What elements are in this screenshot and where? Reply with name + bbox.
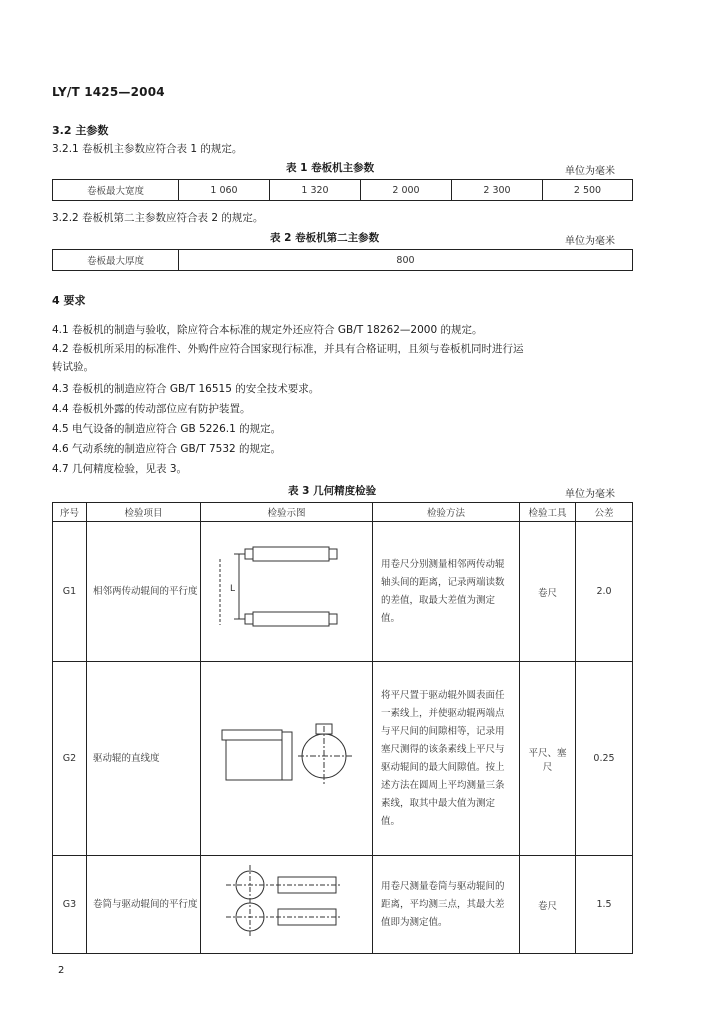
inspection-item: 相邻两传动辊间的平行度 <box>87 522 201 662</box>
table3-caption: 表 3 几何精度检验 <box>288 485 377 497</box>
inspection-method: 用卷尺分别测量相邻两传动辊轴头间的距离，记录两端读数的差值，取最大差值为测定值。 <box>373 522 520 662</box>
table-row <box>53 522 633 662</box>
table3 <box>52 502 633 954</box>
inspection-method: 用卷尺测量卷筒与驱动辊间的距离，平均测三点，其最大差值即为测定值。 <box>373 856 520 954</box>
requirement-4-5: 4.5 电气设备的制造应符合 GB 5226.1 的规定。 <box>52 423 282 435</box>
table2-row-label: 卷板最大厚度 <box>53 250 179 271</box>
table1-unit: 单位为毫米 <box>565 166 615 177</box>
table2 <box>52 249 633 271</box>
table-row <box>53 662 633 856</box>
straightness-diagram <box>212 712 362 802</box>
table1-cell: 2 000 <box>361 180 452 201</box>
table1 <box>52 179 633 201</box>
table1-cell: 2 500 <box>543 180 633 201</box>
row-id: G2 <box>53 662 87 856</box>
paragraph-3-2-1: 3.2.1 卷板机主参数应符合表 1 的规定。 <box>52 143 243 155</box>
table1-cell: 2 300 <box>452 180 543 201</box>
table3-header: 检验方法 <box>373 503 520 522</box>
requirement-4-2-cont: 转试验。 <box>52 361 94 373</box>
inspection-method: 将平尺置于驱动辊外圆表面任一素线上，并使驱动辊两端点与平尺间的间隙相等，记录用塞尺测得的该条素线上平尺与驱动辊间的最大间隙值。按上述方法在圆周上平均测量三条素线，取其中最大值为测定值。 <box>373 662 520 856</box>
table3-header: 公差 <box>576 503 633 522</box>
requirement-4-1: 4.1 卷板机的制造与验收，除应符合本标准的规定外还应符合 GB/T 18262—2000 的规定。 <box>52 324 483 336</box>
table3-unit: 单位为毫米 <box>565 489 615 500</box>
requirement-4-3: 4.3 卷板机的制造应符合 GB/T 16515 的安全技术要求。 <box>52 383 320 395</box>
section-3-2-title: 3.2 主参数 <box>52 124 109 137</box>
requirement-4-4: 4.4 卷板机外露的传动部位应有防护装置。 <box>52 403 251 415</box>
table3-header-row <box>53 503 633 522</box>
paragraph-3-2-2: 3.2.2 卷板机第二主参数应符合表 2 的规定。 <box>52 212 264 224</box>
table3-header: 检验项目 <box>87 503 201 522</box>
row-id: G1 <box>53 522 87 662</box>
requirement-4-7: 4.7 几何精度检验，见表 3。 <box>52 463 188 475</box>
inspection-item: 驱动辊的直线度 <box>87 662 201 856</box>
table2-unit: 单位为毫米 <box>565 236 615 247</box>
dimension-label: L <box>229 584 235 594</box>
table-row <box>53 856 633 954</box>
inspection-item: 卷筒与驱动辊间的平行度 <box>87 856 201 954</box>
inspection-tool: 平尺、塞尺 <box>520 662 576 856</box>
row-id: G3 <box>53 856 87 954</box>
requirement-4-6: 4.6 气动系统的制造应符合 GB/T 7532 的规定。 <box>52 443 282 455</box>
table2-caption: 表 2 卷板机第二主参数 <box>270 232 380 244</box>
section-4-title: 4 要求 <box>52 294 86 307</box>
inspection-diagram <box>201 522 373 662</box>
tolerance-value: 2.0 <box>576 522 633 662</box>
tolerance-value: 1.5 <box>576 856 633 954</box>
document-number: LY/T 1425—2004 <box>52 85 165 99</box>
inspection-tool: 卷尺 <box>520 856 576 954</box>
table2-cell: 800 <box>179 250 633 271</box>
table3-header: 序号 <box>53 503 87 522</box>
inspection-diagram <box>201 662 373 856</box>
table1-caption: 表 1 卷板机主参数 <box>286 162 375 174</box>
roller-parallelism-diagram <box>212 535 362 645</box>
inspection-tool: 卷尺 <box>520 522 576 662</box>
tolerance-value: 0.25 <box>576 662 633 856</box>
table1-cell: 1 060 <box>179 180 270 201</box>
drum-parallelism-diagram <box>212 863 362 943</box>
inspection-diagram <box>201 856 373 954</box>
requirement-4-2: 4.2 卷板机所采用的标准件、外购件应符合国家现行标准，并具有合格证明，且须与卷板机同时进行运 <box>52 343 524 355</box>
table3-header: 检验示图 <box>201 503 373 522</box>
table3-header: 检验工具 <box>520 503 576 522</box>
table1-row-label: 卷板最大宽度 <box>53 180 179 201</box>
page-number: 2 <box>58 965 65 976</box>
table1-cell: 1 320 <box>270 180 361 201</box>
